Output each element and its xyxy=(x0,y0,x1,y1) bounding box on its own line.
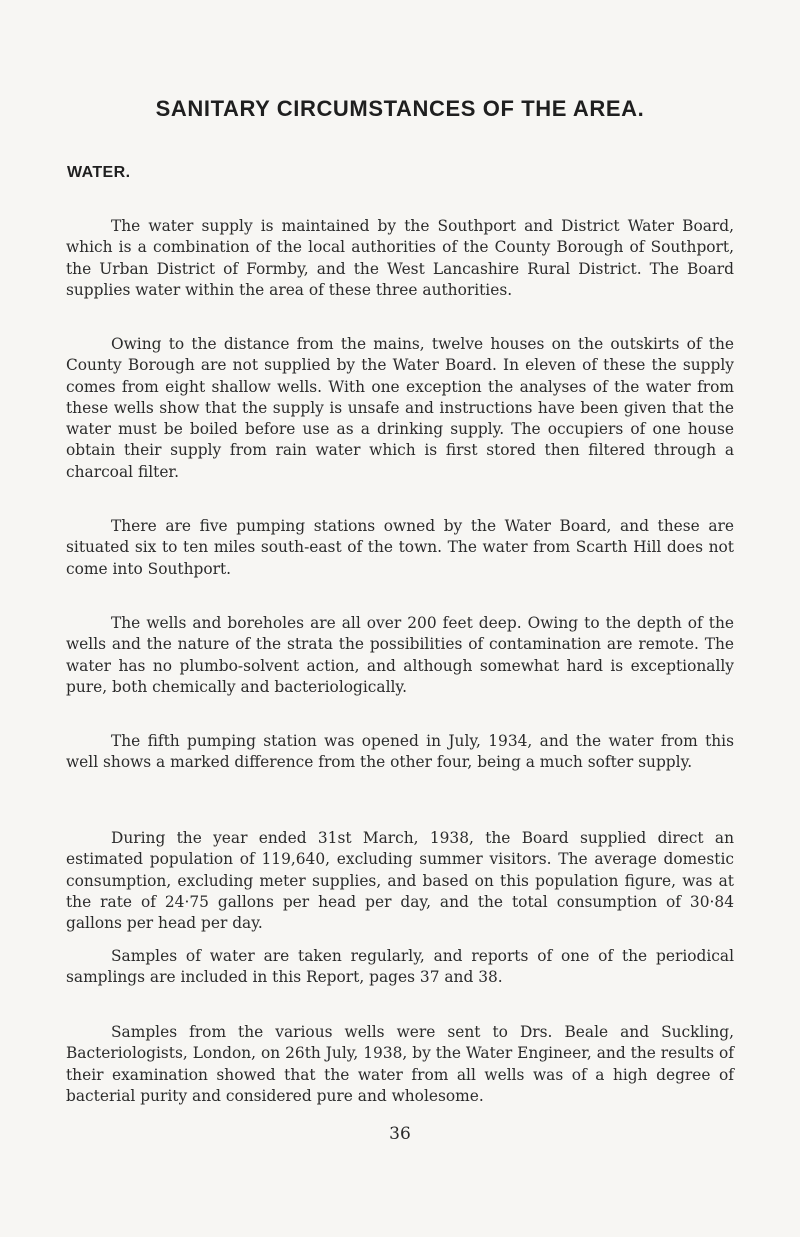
page-title: SANITARY CIRCUMSTANCES OF THE AREA. xyxy=(155,96,645,121)
paragraph-water-supply: The water supply is maintained by the Southport and District Water Board, which is a combination of the local authorities of the County Borough of Southport, the Urban District of Formby, and the West Lancashire Rural District. The Board supplies water within the area of these three authorities. xyxy=(66,217,734,299)
paragraph-bacteriology: Samples from the various wells were sent to Drs. Beale and Suckling, Bacteriologists, London, on 26th July, 1938, by the Water Engineer, and the results of their examination showed that the water from all wells was of a high degree of bacterial purity and considered pure and wholesome. xyxy=(66,1023,734,1105)
paragraph-consumption: During the year ended 31st March, 1938, the Board supplied direct an estimated population of 119,640, excluding summer visitors. The average domestic consumption, excluding meter supplies, and based on this population figure, was at the rate of 24·75 gallons per head per day, and the total consumption of 30·84 gallons per head per day. xyxy=(66,829,734,933)
paragraph-wells-boreholes: The wells and boreholes are all over 200 feet deep. Owing to the depth of the wells and the nature of the strata the possibilities of contamination are remote. The water has no plumbo-solvent action, and although somewhat hard is exceptionally pure, both chemically and bacteriologically. xyxy=(66,614,734,696)
page-number: 36 xyxy=(389,1124,411,1144)
paragraph-pumping-stations: There are five pumping stations owned by the Water Board, and these are situated six to ten miles south-east of the town. The water from Scarth Hill does not come into Southport. xyxy=(66,517,734,578)
paragraph-sampling: Samples of water are taken regularly, and reports of one of the periodical samplings are included in this Report, pages 37 and 38. xyxy=(66,947,734,987)
paragraph-fifth-station: The fifth pumping station was opened in July, 1934, and the water from this well shows a marked difference from the other four, being a much softer supply. xyxy=(66,732,734,772)
section-heading-water: WATER. xyxy=(67,164,131,181)
paragraph-unsupplied-houses: Owing to the distance from the mains, twelve houses on the outskirts of the County Borough are not supplied by the Water Board. In eleven of these the supply comes from eight shallow wells. With one exception the analyses of the water from these wells show that the supply is unsafe and instructions have been given that the water must be boiled before use as a drinking supply. The occupiers of one house obtain their supply from rain water which is first stored then filtered through a charcoal filter. xyxy=(66,335,734,481)
